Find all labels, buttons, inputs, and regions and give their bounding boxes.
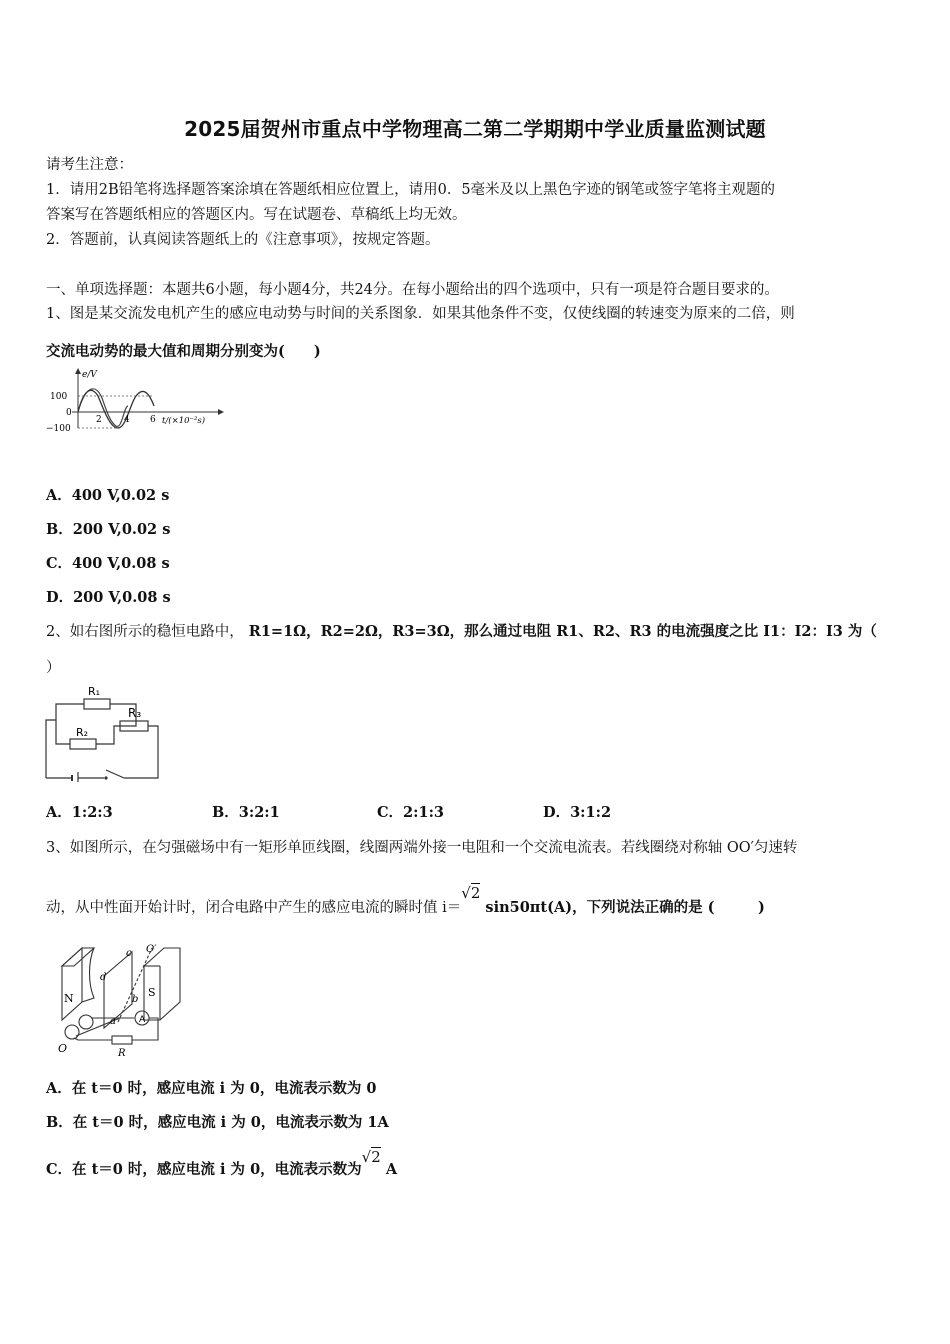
q2-stem-line-2: ） [46,660,61,676]
q3-option-c-pre: C．在 t＝0 时，感应电流 i 为 0，电流表示数为 [46,1161,362,1178]
label-s: S [148,986,156,999]
switch [106,770,124,778]
label-c: c [126,948,132,959]
left-wire [46,720,56,778]
q2-circuit-diagram [44,682,164,782]
graph-x-4: 4 [124,415,130,425]
q2-stem-line-1 [46,620,877,641]
r2-branch-left [56,720,70,744]
label-o-prime: O′ [146,944,157,955]
r1-branch-left [56,704,84,720]
graph-ylabel: e/V [82,370,97,380]
q3-option-a: A．在 t＝0 时，感应电流 i 为 0，电流表示数为 0 [46,1080,377,1097]
q1-emf-graph [44,366,224,436]
q2-option-d: D．3:1:2 [543,804,612,821]
label-r3: R₃ [128,706,142,720]
q2-stem-post: 那么通过电阻 R1、R2、R3 的电流强度之比 I1：I2：I3 为（ [464,623,877,640]
section-heading: 一、单项选择题：本题共6小题，每小题4分，共24分。在每小题给出的四个选项中，只有一项是符合题目要求的。 [46,282,779,298]
magnet-n-top [62,948,94,966]
graph-x-6: 6 [150,415,156,425]
sqrt-2: √2 [461,884,481,902]
notice-line-2: 2．答题前，认真阅读答题纸上的《注意事项》，按规定答题。 [46,232,440,248]
q2-stem-resistances: R1=1Ω，R2=2Ω，R3=3Ω， [243,623,465,640]
q3-stem-line-1: 3、如图所示，在匀强磁场中有一矩形单匝线圈，线圈两端外接一电阻和一个交流电流表。若线圈绕对称轴 OO′匀速转 [46,840,798,856]
magnet-n-front [62,948,82,1020]
q1-option-b: B．200 V,0.02 s [46,521,171,538]
graph-xlabel: t/(×10⁻²s) [162,416,206,426]
notice-line-1b: 答案写在答题纸相应的答题区内。写在试题卷、草稿纸上均无效。 [46,207,467,223]
q1-stem-line-1: 1、图是某交流发电机产生的感应电动势与时间的关系图象．如果其他条件不变，仅使线圈的转速变为原来的二倍，则 [46,306,795,322]
label-o: O [58,1042,68,1055]
label-d: d [100,972,107,983]
label-b: b [132,994,139,1005]
label-a: a [110,1016,116,1027]
label-n: N [64,992,74,1005]
q3-generator-diagram [54,940,194,1058]
q3-stem-pre: 动，从中性面开始计时，闭合电路中产生的感应电流的瞬时值 i＝ [46,900,462,916]
slip-ring-2 [65,1025,79,1039]
graph-y-neg100: −100 [46,424,71,434]
q3-stem-post: sin50πt(A)，下列说法正确的是 ( ) [480,899,765,916]
r2-branch-right [96,726,120,744]
y-axis-arrow [75,368,81,374]
right-wire [124,726,158,778]
q2-option-b: B．3:2:1 [212,804,280,821]
notice-line-1a: 1．请用2B铅笔将选择题答案涂填在答题纸相应位置上，请用0．5毫米及以上黑色字迹的钢笔或签字笔将主观题的 [46,182,776,198]
notice-heading: 请考生注意： [46,157,133,173]
page-title: 2025届贺州市重点中学物理高二第二学期期中学业质量监测试题 [184,117,766,141]
q2-option-c: C．2:1:3 [377,804,445,821]
magnet-n-pole [82,948,94,1002]
magnet-s-body [144,948,180,1020]
graph-y-100: 100 [50,392,68,402]
q1-option-c: C．400 V,0.08 s [46,555,170,572]
q3-option-c-post: A [380,1161,398,1178]
resistor-r1 [84,699,110,709]
label-r: R [118,1048,126,1058]
resistor-r [112,1036,132,1044]
q1-stem-line-2: 交流电动势的最大值和周期分别变为( ) [46,343,321,360]
slip-ring-1 [79,1015,93,1029]
q3-option-b: B．在 t＝0 时，感应电流 i 为 0，电流表示数为 1A [46,1114,389,1131]
q3-stem-line-2 [46,884,765,917]
q1-option-d: D．200 V,0.08 s [46,589,171,606]
graph-y-0: 0 [66,408,72,418]
q1-option-a: A．400 V,0.02 s [46,487,170,504]
coil-loop [104,952,132,1028]
wire-left [74,1038,112,1040]
graph-x-2: 2 [96,415,102,425]
q2-option-a: A．1:2:3 [46,804,113,821]
resistor-r2 [70,739,96,749]
switch-pivot [104,776,107,779]
q3-option-c [46,1148,398,1179]
label-r2: R₂ [76,726,89,739]
sqrt-2-option-c: √2 [361,1148,381,1166]
q2-stem-pre: 2、如右图所示的稳恒电路中， [46,624,244,640]
label-ammeter: A [139,1015,146,1025]
x-axis-arrow [218,409,224,415]
label-r1: R₁ [88,685,101,698]
